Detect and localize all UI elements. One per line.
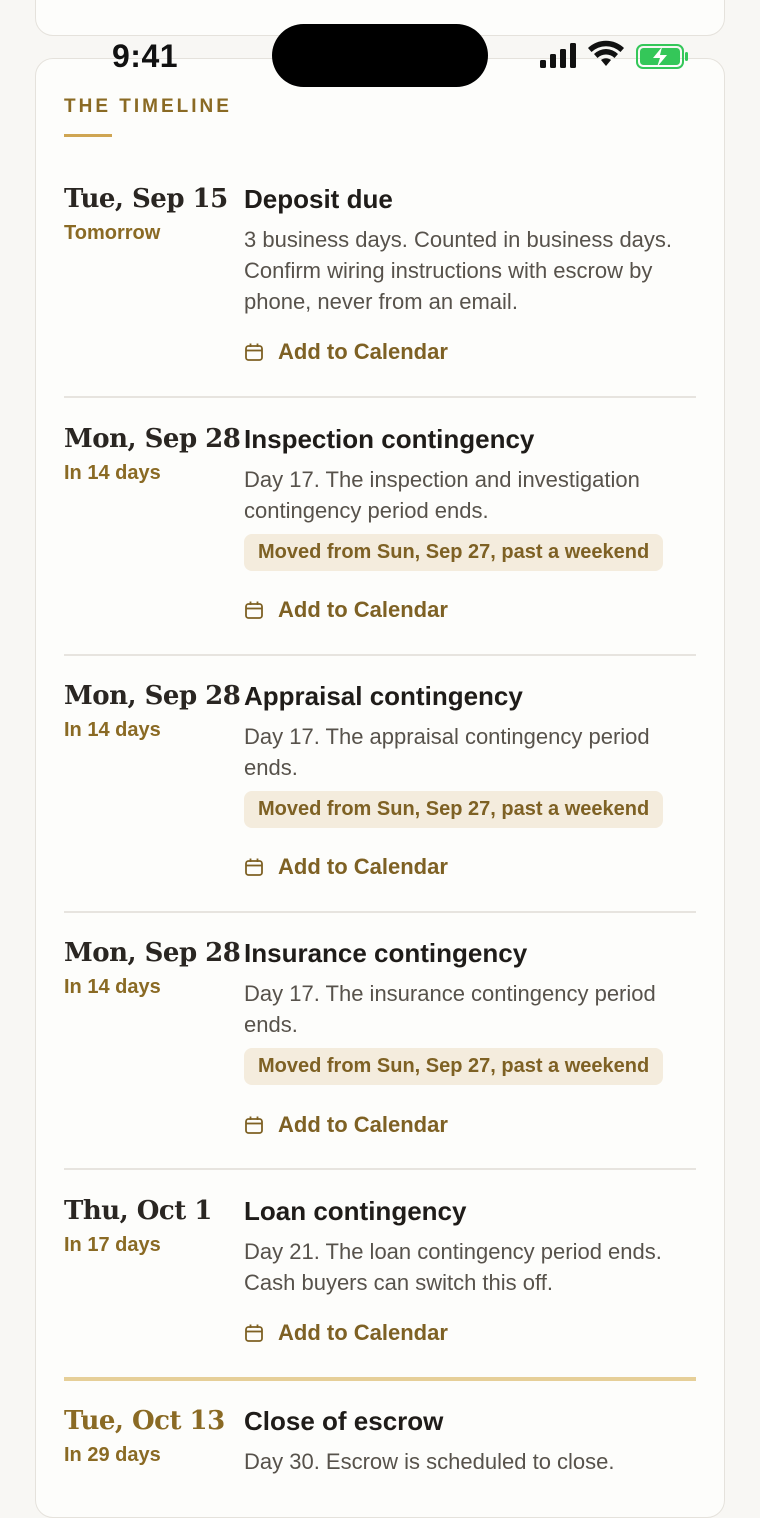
- event-description: Day 30. Escrow is scheduled to close.: [244, 1449, 615, 1474]
- event-relative-day: In 17 days: [64, 1234, 161, 1256]
- event-date: Tue, Oct 13: [64, 1406, 225, 1436]
- event-date: Thu, Oct 1: [64, 1196, 212, 1226]
- add-to-calendar-button[interactable]: [244, 854, 448, 880]
- calendar-icon: [244, 600, 264, 620]
- event-relative-day: In 29 days: [64, 1444, 161, 1466]
- battery-charging-icon: [637, 45, 688, 68]
- add-to-calendar-button[interactable]: [244, 1112, 448, 1138]
- event-divider: [64, 1168, 696, 1170]
- moved-date-badge: Moved from Sun, Sep 27, past a weekend: [244, 1048, 663, 1085]
- event-description: 3 business days. Counted in business days. Confirm wiring instructions with escrow by phone, never from an email.: [244, 227, 673, 314]
- event-relative-day: In 14 days: [64, 719, 161, 741]
- closing-divider: [64, 1377, 696, 1381]
- event-title: Close of escrow: [244, 1406, 444, 1436]
- eyebrow-accent-rule: [64, 134, 112, 137]
- event-description: Day 17. The inspection and investigation contingency period ends.: [244, 467, 640, 523]
- event-title: Loan contingency: [244, 1196, 467, 1226]
- event-relative-day: Tomorrow: [64, 222, 161, 244]
- event-description: Day 17. The appraisal contingency period ends.: [244, 724, 650, 780]
- event-description: Day 17. The insurance contingency period ends.: [244, 981, 656, 1037]
- moved-date-badge: Moved from Sun, Sep 27, past a weekend: [244, 534, 663, 571]
- calendar-icon: [244, 1323, 264, 1343]
- event-date: Mon, Sep 28: [64, 424, 241, 454]
- event-title: Insurance contingency: [244, 938, 528, 968]
- add-to-calendar-label: Add to Calendar: [278, 339, 448, 364]
- event-divider: [64, 911, 696, 913]
- event-date: Mon, Sep 28: [64, 938, 241, 968]
- event-relative-day: In 14 days: [64, 462, 161, 484]
- dynamic-island: [272, 24, 488, 87]
- add-to-calendar-button[interactable]: [244, 339, 448, 365]
- add-to-calendar-label: Add to Calendar: [278, 1320, 448, 1345]
- status-icons: [538, 40, 690, 72]
- status-time: 9:41: [112, 38, 179, 74]
- add-to-calendar-label: Add to Calendar: [278, 1112, 448, 1137]
- event-description: Day 21. The loan contingency period ends. Cash buyers can switch this off.: [244, 1239, 662, 1295]
- signal-icon: [540, 43, 576, 68]
- event-divider: [64, 396, 696, 398]
- add-to-calendar-label: Add to Calendar: [278, 854, 448, 879]
- add-to-calendar-button[interactable]: [244, 597, 448, 623]
- add-to-calendar-label: Add to Calendar: [278, 597, 448, 622]
- event-title: Deposit due: [244, 184, 393, 214]
- event-date: Mon, Sep 28: [64, 681, 241, 711]
- calendar-icon: [244, 342, 264, 362]
- event-relative-day: In 14 days: [64, 976, 161, 998]
- event-title: Appraisal contingency: [244, 681, 523, 711]
- moved-date-badge: Moved from Sun, Sep 27, past a weekend: [244, 791, 663, 828]
- add-to-calendar-button[interactable]: [244, 1320, 448, 1346]
- section-eyebrow: THE TIMELINE: [64, 96, 232, 117]
- event-title: Inspection contingency: [244, 424, 535, 454]
- wifi-icon: [588, 41, 624, 66]
- calendar-icon: [244, 1115, 264, 1135]
- calendar-icon: [244, 857, 264, 877]
- event-date: Tue, Sep 15: [64, 184, 228, 214]
- event-divider: [64, 654, 696, 656]
